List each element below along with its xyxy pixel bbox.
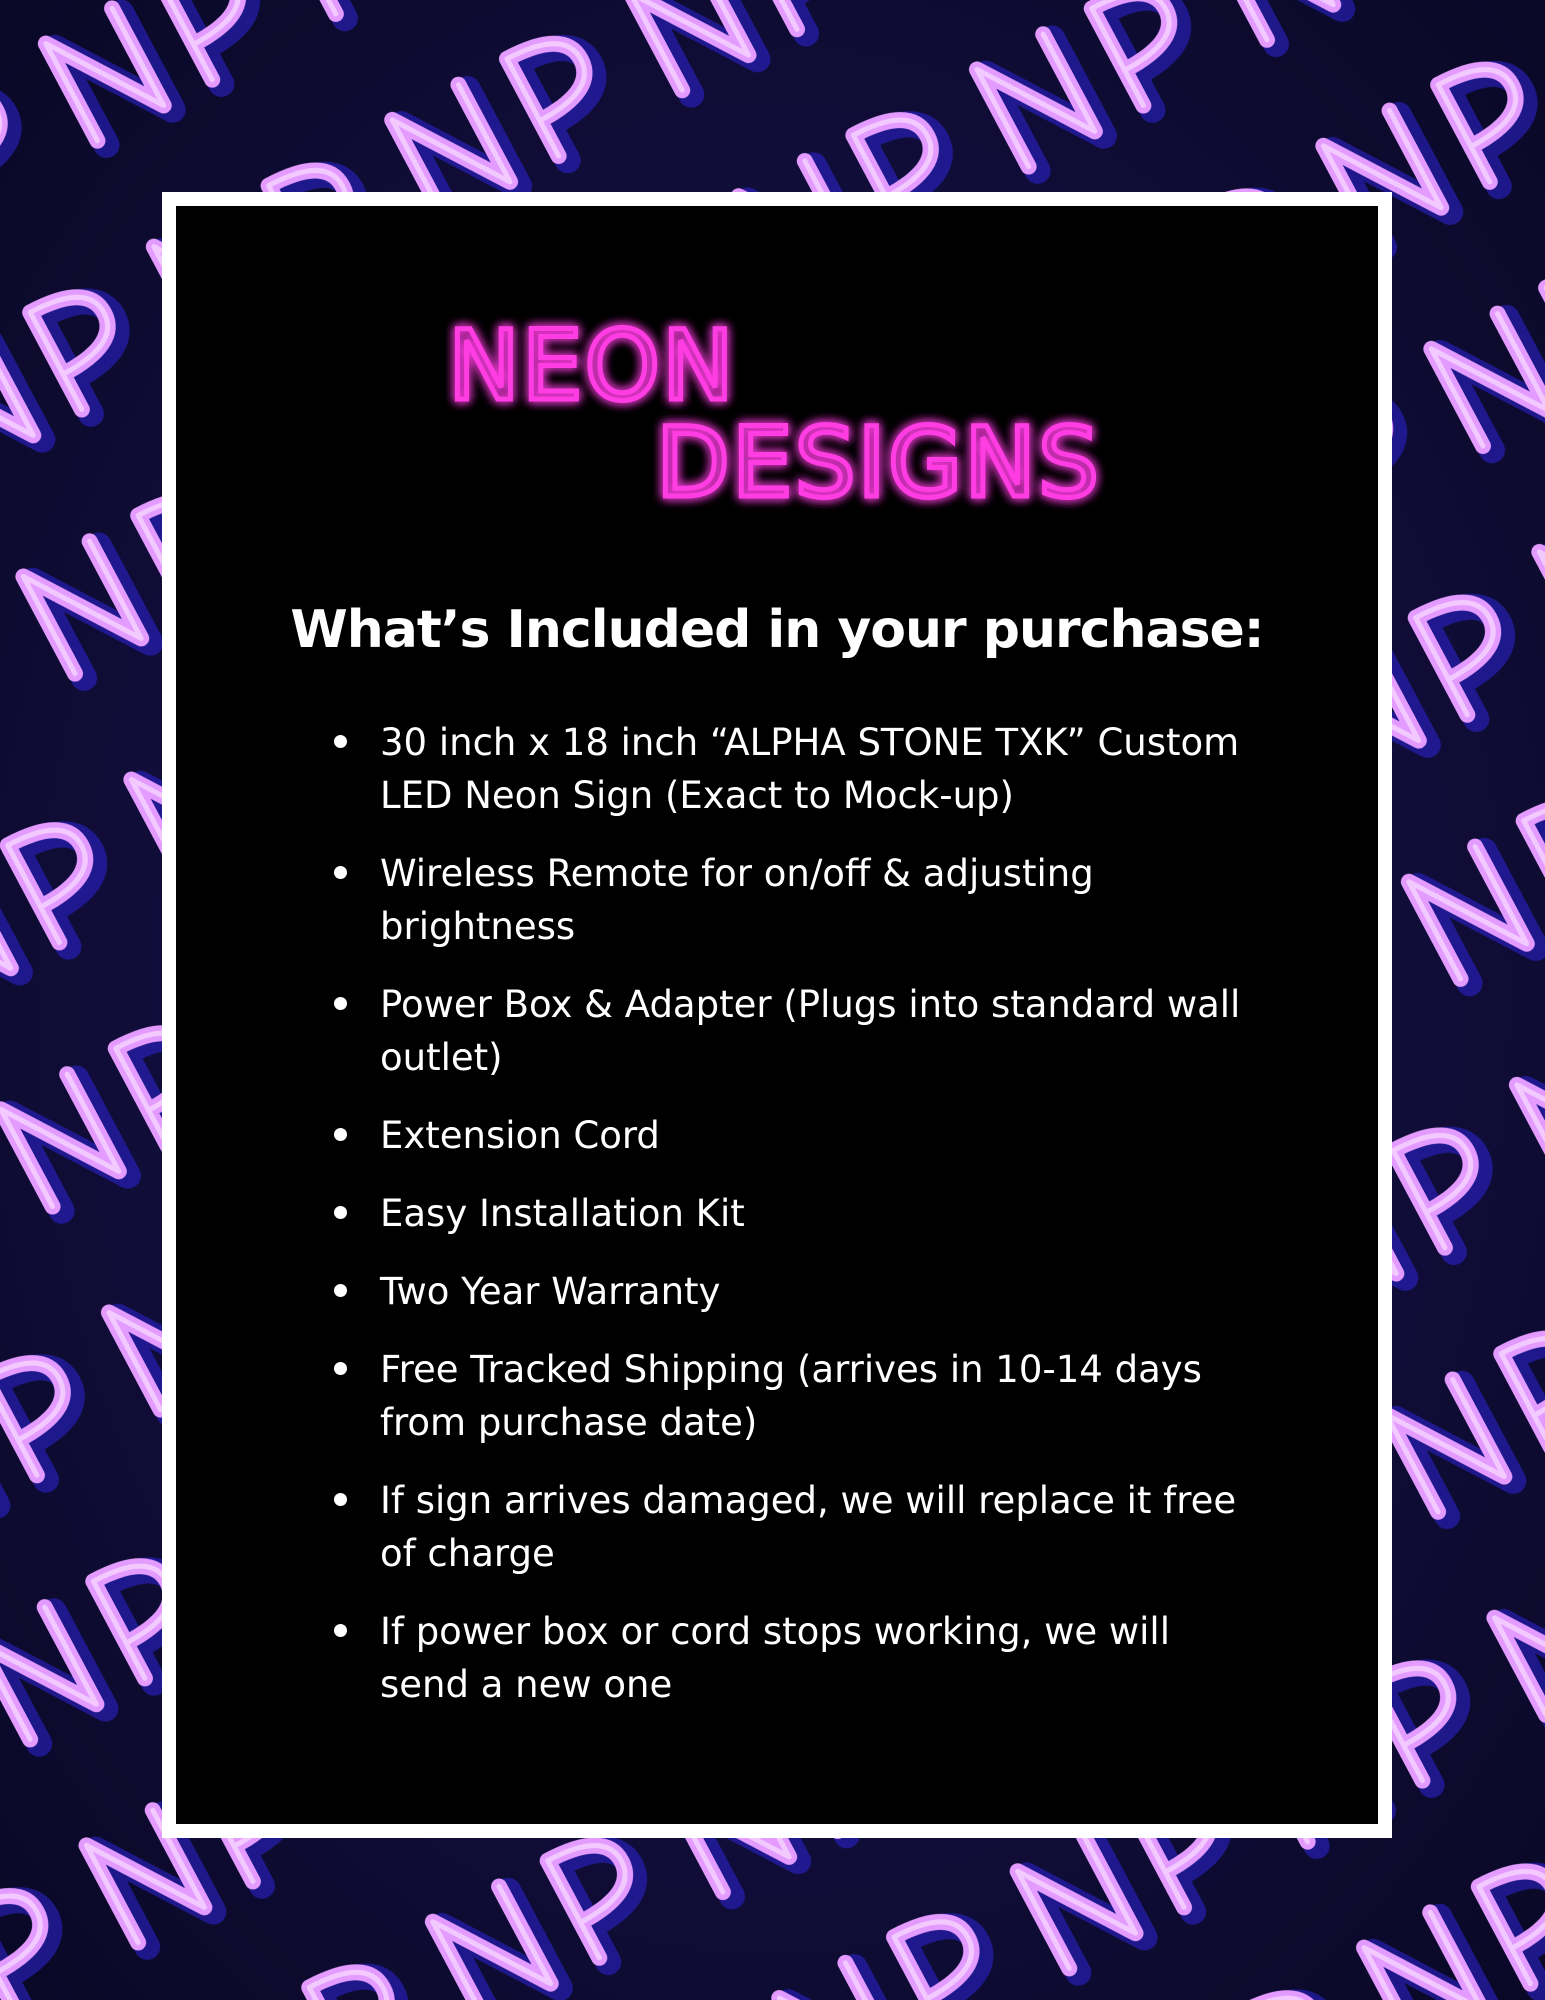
included-items-list	[326, 716, 1246, 1736]
bullet-icon	[334, 1493, 347, 1506]
list-item-text: If sign arrives damaged, we will replace it free of charge	[380, 1479, 1237, 1575]
neon-designs-logo	[446, 306, 1106, 526]
list-item-text: Easy Installation Kit	[380, 1192, 745, 1235]
list-item-text: Power Box & Adapter (Plugs into standard wall outlet)	[380, 983, 1241, 1079]
bullet-icon	[334, 997, 347, 1010]
list-item-text: Extension Cord	[380, 1114, 660, 1157]
content-panel	[162, 192, 1392, 1838]
bullet-icon	[334, 866, 347, 879]
list-item	[326, 716, 1246, 822]
page-heading: What’s Included in your purchase:	[290, 600, 1264, 660]
bullet-icon	[334, 1206, 347, 1219]
list-item	[326, 1187, 1246, 1240]
list-item-text: If power box or cord stops working, we will send a new one	[380, 1610, 1170, 1706]
list-item-text: Free Tracked Shipping (arrives in 10-14 days from purchase date)	[380, 1348, 1202, 1444]
bullet-icon	[334, 1284, 347, 1297]
list-item	[326, 1109, 1246, 1162]
logo-word-designs: DESIGNS	[656, 407, 1101, 519]
list-item-text: Two Year Warranty	[380, 1270, 721, 1313]
list-item	[326, 1474, 1246, 1580]
list-item	[326, 1605, 1246, 1711]
logo-word-neon: NEON	[448, 310, 736, 422]
list-item	[326, 1265, 1246, 1318]
bullet-icon	[334, 1624, 347, 1637]
list-item-text: 30 inch x 18 inch “ALPHA STONE TXK” Custom LED Neon Sign (Exact to Mock-up)	[380, 721, 1240, 817]
bullet-icon	[334, 735, 347, 748]
list-item	[326, 1343, 1246, 1449]
list-item	[326, 978, 1246, 1084]
list-item	[326, 847, 1246, 953]
list-item-text: Wireless Remote for on/off & adjusting brightness	[380, 852, 1094, 948]
bullet-icon	[334, 1128, 347, 1141]
bullet-icon	[334, 1362, 347, 1375]
